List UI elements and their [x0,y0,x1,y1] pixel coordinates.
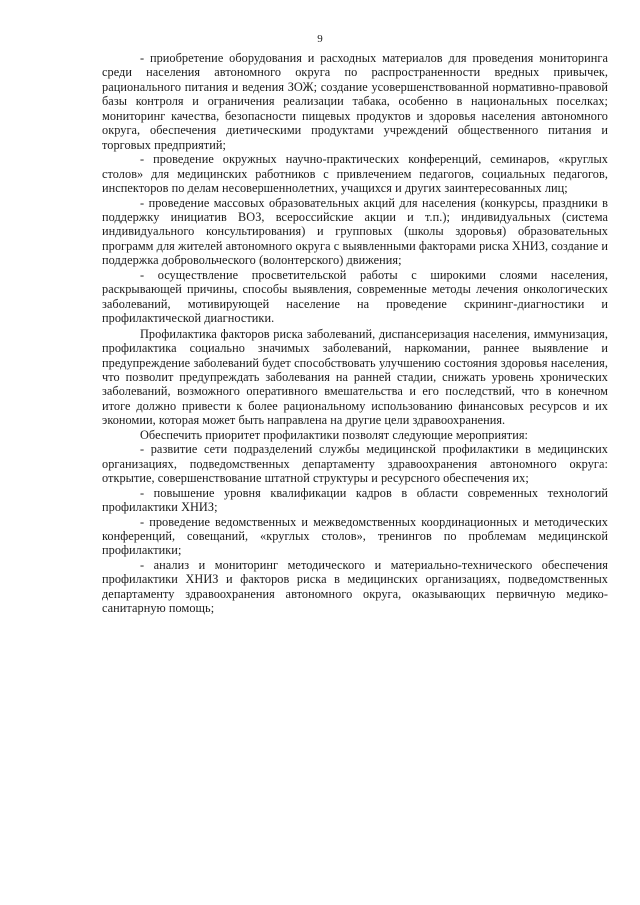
page-number: 9 [317,33,323,45]
paragraph-network-development: - развитие сети подразделений службы медицинской профилактики в медицинских организациях, подведомственных департаменту здравоохранения автономного округа: открытие, совершенствование штатной структуры и ресурсного обеспечения их; [102,442,608,486]
paragraph-mass-educational-actions: - проведение массовых образовательных акций для населения (конкурсы, праздники в поддержку инициатив ВОЗ, всероссийские акции и т.п.); индивидуальных (система индивидуального консультирования) и групповых (школы здоровья) образовательных программ для жителей автономного округа с выявленными факторами риска ХНИЗ, создание и поддержка добровольческого (волонтерского) движения; [102,195,608,268]
paragraph-monitoring-analysis: - анализ и мониторинг методического и материально-технического обеспечения профилактики ХНИЗ и факторов риска в медицинских организациях, подведомственных департаменту здравоохранения автономного округа, оказывающих первичную медико-санитарную помощь; [102,557,608,616]
paragraph-outreach-work: - осуществление просветительской работы с широкими слоями населения, раскрывающей причины, способы выявления, современные методы лечения онкологических заболеваний, мотивирующей население на проведение скрининг-диагностики и профилактической диагностики. [102,267,608,326]
paragraph-priority-measures-intro: Обеспечить приоритет профилактики позволят следующие мероприятия: [140,427,529,442]
paragraph-equipment-acquisition: - приобретение оборудования и расходных материалов для проведения мониторинга среди населения автономного округа по распространенности вредных привычек, рационального питания и ведения ЗОЖ; создание усовершенствованной нормативно-правовой базы контроля и ограничения реализации табака, особенно в национальных поселках; мониторинг качества, безопасности пищевых продуктов и здоровья населения автономного округа, обеспечения диетическими продуктами учреждений общественного питания и торговых предприятий; [102,51,608,152]
paragraph-risk-factor-prevention: Профилактика факторов риска заболеваний, диспансеризация населения, иммунизация, профилактика социально значимых заболеваний, наркомании, раннее выявление и предупреждение заболеваний будет способствовать улучшению состояния здоровья населения, что позволит предупреждать заболевания на ранней стадии, снижать уровень хронических заболеваний, возможного оперативного вмешательства и его последствий, что в конечном итоге должно привести к более рациональному использованию финансовых ресурсов и их экономии, которая может быть направлена на другие цели здравоохранения. [102,326,608,428]
document-body [102,51,608,616]
paragraph-staff-qualification: - повышение уровня квалификации кадров в области современных технологий профилактики ХНИЗ; [102,485,608,515]
paragraph-conferences: - проведение окружных научно-практических конференций, семинаров, «круглых столов» для медицинских работников с привлечением педагогов, социальных педагогов, инспекторов по делам несовершеннолетних, учащихся и других заинтересованных лиц; [102,152,608,196]
paragraph-coordination-conferences: - проведение ведомственных и межведомственных координационных и методических конференций, совещаний, «круглых столов», тренингов по проблемам медицинской профилактики; [102,514,608,558]
